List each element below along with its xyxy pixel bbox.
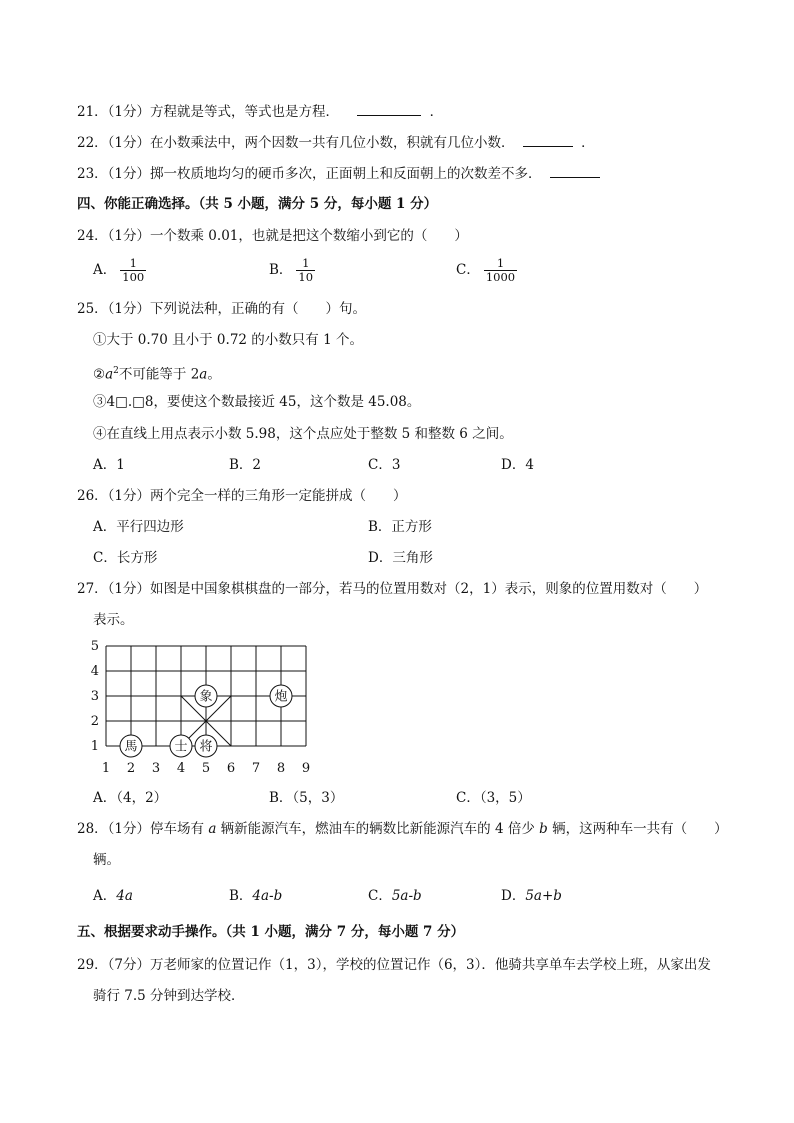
fraction: $\frac{1}{1000}$	[485, 256, 516, 284]
q25-statement-2: $②a^2$不可能等于 2a。	[93, 366, 221, 383]
question-25: 25．（1分）下列说法种，正确的有（ ）句。	[77, 301, 367, 317]
q25-option-a[interactable]: A．1	[93, 457, 125, 473]
piece-label: 炮	[274, 689, 288, 705]
section-5-heading: 五、根据要求动手操作。（共 1 小题，满分 7 分，每小题 7 分）	[77, 924, 465, 940]
chess-piece-马	[120, 735, 142, 757]
answer-blank[interactable]	[357, 101, 421, 116]
q26-option-c[interactable]: C．长方形	[93, 550, 158, 566]
q24-option-c[interactable]: C． $\frac{1}{1000}$	[456, 256, 516, 284]
q26-option-b[interactable]: B．正方形	[368, 519, 432, 535]
q24-option-b[interactable]: B． $\frac{1}{10}$	[269, 256, 314, 284]
question-29: 29．（7分）万老师家的位置记作（1，3），学校的位置记作（6，3）．他骑共享单车去学校上班，从家出发	[77, 957, 711, 973]
question-27: 27．（1分）如图是中国象棋棋盘的一部分，若马的位置用数对（2，1）表示，则象的位置用数对（ ）	[77, 581, 708, 597]
section-4-heading: 四、你能正确选择。（共 5 小题，满分 5 分，每小题 1 分）	[77, 196, 438, 212]
y-tick-label: 3	[90, 689, 99, 704]
q25-statement-1: ①大于 0.70 且小于 0.72 的小数只有 1 个。	[93, 332, 363, 348]
x-tick-label: 6	[226, 761, 236, 776]
y-tick-label: 5	[90, 639, 99, 654]
y-tick-label: 1	[90, 739, 99, 754]
piece-label: 将	[199, 739, 213, 755]
question-23-text: 23．（1分）掷一枚质地均匀的硬币多次，正面朝上和反面朝上的次数差不多．	[77, 166, 542, 182]
chess-piece-象	[195, 685, 217, 707]
piece-label: 馬	[124, 739, 138, 755]
answer-blank[interactable]	[523, 132, 573, 147]
q28-option-d[interactable]: D．5a+b	[501, 888, 562, 904]
answer-blank[interactable]	[550, 163, 600, 178]
q25-statement-4: ④在直线上用点表示小数 5.98，这个点应处于整数 5 和整数 6 之间。	[93, 426, 513, 442]
y-axis-labels	[91, 639, 99, 754]
q28-option-c[interactable]: C．5a-b	[368, 888, 422, 904]
q27-option-a[interactable]: A．（4，2）	[93, 790, 168, 806]
x-tick-label: 9	[301, 761, 311, 776]
q24-option-a[interactable]: A． $\frac{1}{100}$	[93, 256, 145, 284]
q27-option-c[interactable]: C．（3，5）	[456, 790, 531, 806]
q25-statement-3: ③4□.□8，要使这个数最接近 45，这个数是 45.08。	[93, 394, 421, 410]
question-27-continued: 表示。	[93, 612, 134, 628]
q26-option-d[interactable]: D．三角形	[368, 550, 433, 566]
q27-option-b[interactable]: B．（5，3）	[269, 790, 344, 806]
chess-piece-士	[170, 735, 192, 757]
x-axis-labels	[102, 761, 310, 776]
q28-option-a[interactable]: A．4a	[93, 888, 133, 904]
question-26: 26．（1分）两个完全一样的三角形一定能拼成（ ）	[77, 488, 407, 504]
question-28-continued: 辆。	[93, 852, 120, 868]
piece-label: 象	[199, 689, 213, 705]
fraction: $\frac{1}{100}$	[122, 256, 145, 284]
x-tick-label: 3	[151, 761, 161, 776]
question-22-text: 22．（1分）在小数乘法中，两个因数一共有几位小数，积就有几位小数．	[77, 135, 515, 151]
question-28: 28．（1分）停车场有 a 辆新能源汽车，燃油车的辆数比新能源汽车的 4 倍少 b 辆，这两种车一共有（ ）	[77, 821, 728, 837]
question-23	[77, 163, 600, 184]
question-29-continued: 骑行 7.5 分钟到达学校．	[93, 988, 245, 1004]
q25-option-d[interactable]: D．4	[501, 457, 534, 473]
q25-option-b[interactable]: B．2	[229, 457, 262, 473]
chess-piece-将	[195, 735, 217, 757]
x-tick-label: 2	[126, 761, 136, 776]
question-24: 24．（1分）一个数乘 0.01，也就是把这个数缩小到它的（ ）	[77, 228, 468, 244]
fraction: $\frac{1}{10}$	[298, 256, 314, 284]
q25-option-c[interactable]: C．3	[368, 457, 401, 473]
x-tick-label: 8	[276, 761, 286, 776]
question-21-text: 21．（1分）方程就是等式，等式也是方程．	[77, 104, 340, 120]
q28-option-b[interactable]: B．4a-b	[229, 888, 283, 904]
x-tick-label: 7	[251, 761, 261, 776]
piece-label: 士	[174, 739, 188, 755]
y-tick-label: 4	[90, 664, 99, 679]
x-tick-label: 5	[201, 761, 211, 776]
chess-board-figure	[88, 636, 318, 781]
y-tick-label: 2	[90, 714, 99, 729]
q26-option-a[interactable]: A．平行四边形	[93, 519, 184, 535]
x-tick-label: 4	[176, 761, 186, 776]
question-22: 22．（1分）在小数乘法中，两个因数一共有几位小数，积就有几位小数． ．	[77, 132, 595, 153]
question-21: 21．（1分）方程就是等式，等式也是方程． ．	[77, 101, 443, 122]
chess-piece-炮	[270, 685, 292, 707]
x-tick-label: 1	[101, 761, 111, 776]
